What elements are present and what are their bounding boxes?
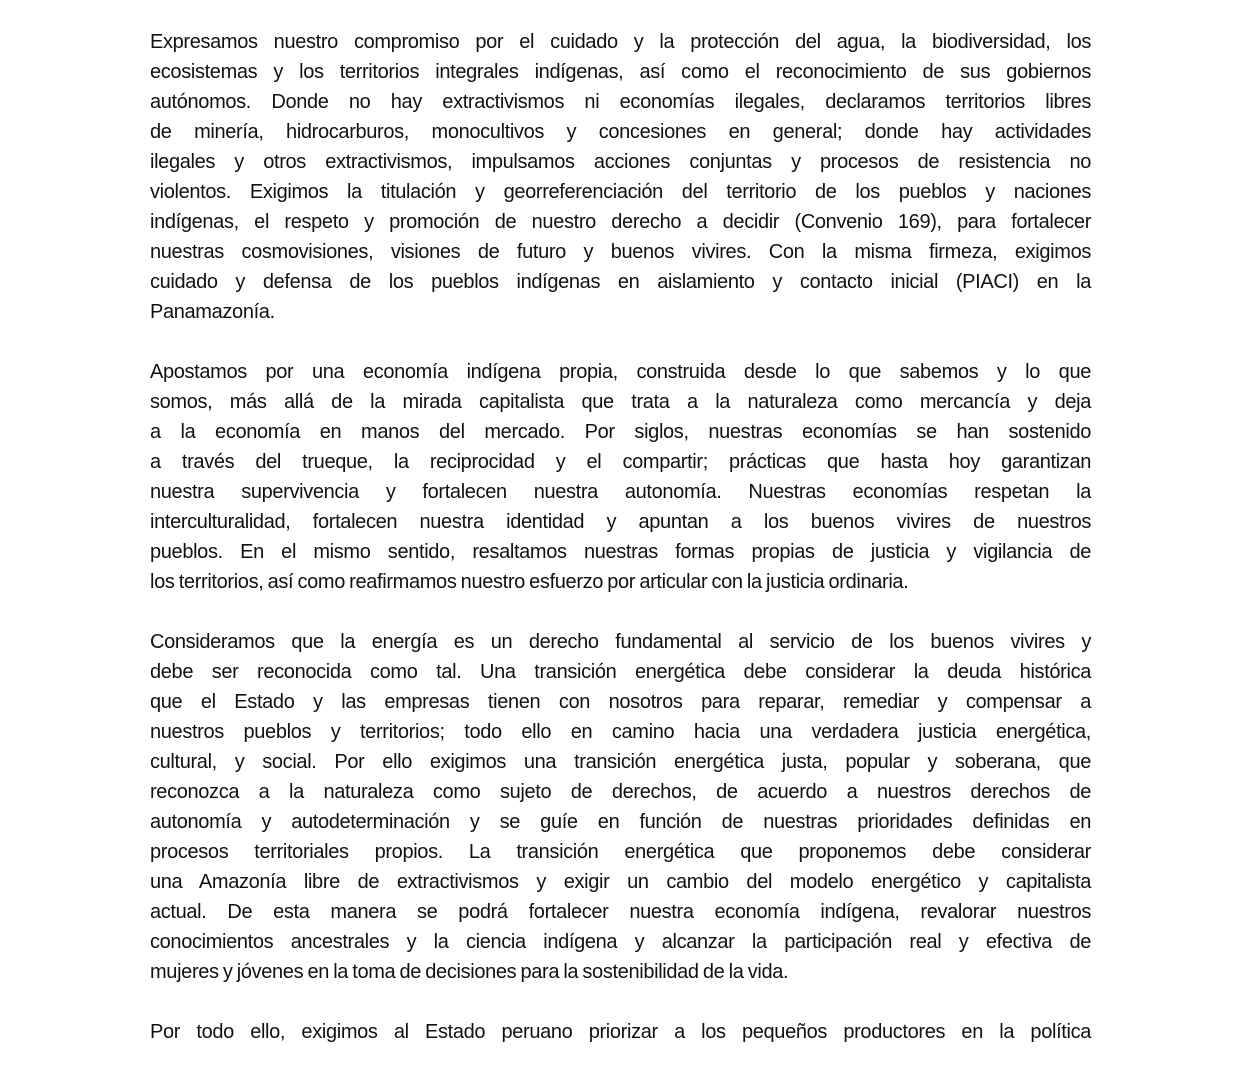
text-line: ecosistemas y los territorios integrales indígenas, así como el reconocimiento de sus gobiernos	[150, 61, 1091, 83]
text-line: indígenas, el respeto y promoción de nuestro derecho a decidir (Convenio 169), para fortalecer	[150, 211, 1091, 233]
text-line: autonomía y autodeterminación y se guíe en función de nuestras prioridades definidas en	[150, 811, 1091, 833]
text-line: violentos. Exigimos la titulación y georreferenciación del territorio de los pueblos y naciones	[150, 181, 1091, 203]
paragraph-small-producers	[150, 1017, 1091, 1047]
text-line: nuestra supervivencia y fortalecen nuestra autonomía. Nuestras economías respetan la	[150, 481, 1091, 503]
text-line: mujeres y jóvenes en la toma de decisiones para la sostenibilidad de la vida.	[150, 961, 789, 983]
text-line: nuestros pueblos y territorios; todo ello en camino hacia una verdadera justicia energética,	[150, 721, 1091, 743]
text-line: los territorios, así como reafirmamos nuestro esfuerzo por articular con la justicia ordinaria.	[150, 571, 909, 593]
text-line: a través del trueque, la reciprocidad y el compartir; prácticas que hasta hoy garantizan	[150, 451, 1091, 473]
text-line: conocimientos ancestrales y la ciencia indígena y alcanzar la participación real y efectiva de	[150, 931, 1091, 953]
text-line: Expresamos nuestro compromiso por el cuidado y la protección del agua, la biodiversidad, los	[150, 31, 1091, 53]
text-line: Panamazonía.	[150, 301, 275, 323]
text-line: nuestras cosmovisiones, visiones de futuro y buenos vivires. Con la misma firmeza, exigimos	[150, 241, 1091, 263]
text-line: Apostamos por una economía indígena propia, construida desde lo que sabemos y lo que	[150, 361, 1091, 383]
text-line: pueblos. En el mismo sentido, resaltamos nuestras formas propias de justicia y vigilancia de	[150, 541, 1091, 563]
text-line: ilegales y otros extractivismos, impulsamos acciones conjuntas y procesos de resistencia no	[150, 151, 1091, 173]
text-line: a la economía en manos del mercado. Por siglos, nuestras economías se han sostenido	[150, 421, 1091, 443]
text-line: una Amazonía libre de extractivismos y exigir un cambio del modelo energético y capitalista	[150, 871, 1091, 893]
text-line: interculturalidad, fortalecen nuestra identidad y apuntan a los buenos vivires de nuestros	[150, 511, 1091, 533]
text-line: autónomos. Donde no hay extractivismos ni economías ilegales, declaramos territorios libres	[150, 91, 1091, 113]
text-line: procesos territoriales propios. La transición energética que proponemos debe considerar	[150, 841, 1091, 863]
text-line: debe ser reconocida como tal. Una transición energética debe considerar la deuda histórica	[150, 661, 1091, 683]
text-line: actual. De esta manera se podrá fortalecer nuestra economía indígena, revalorar nuestros	[150, 901, 1091, 923]
text-line: cultural, y social. Por ello exigimos una transición energética justa, popular y soberana, que	[150, 751, 1091, 773]
text-line: Consideramos que la energía es un derecho fundamental al servicio de los buenos vivires y	[150, 631, 1091, 653]
text-line: que el Estado y las empresas tienen con nosotros para reparar, remediar y compensar a	[150, 691, 1091, 713]
text-line: de minería, hidrocarburos, monocultivos y concesiones en general; donde hay actividades	[150, 121, 1091, 143]
text-line: cuidado y defensa de los pueblos indígenas en aislamiento y contacto inicial (PIACI) en la	[150, 271, 1091, 293]
paragraph-indigenous-economy	[150, 357, 1091, 597]
paragraph-water-biodiversity	[150, 27, 1091, 327]
paragraph-energy-transition	[150, 627, 1091, 987]
text-line: somos, más allá de la mirada capitalista que trata a la naturaleza como mercancía y deja	[150, 391, 1091, 413]
text-line: reconozca a la naturaleza como sujeto de derechos, de acuerdo a nuestros derechos de	[150, 781, 1091, 803]
text-line: Por todo ello, exigimos al Estado peruano priorizar a los pequeños productores en la política	[150, 1021, 1091, 1043]
document-page	[150, 27, 1091, 1077]
